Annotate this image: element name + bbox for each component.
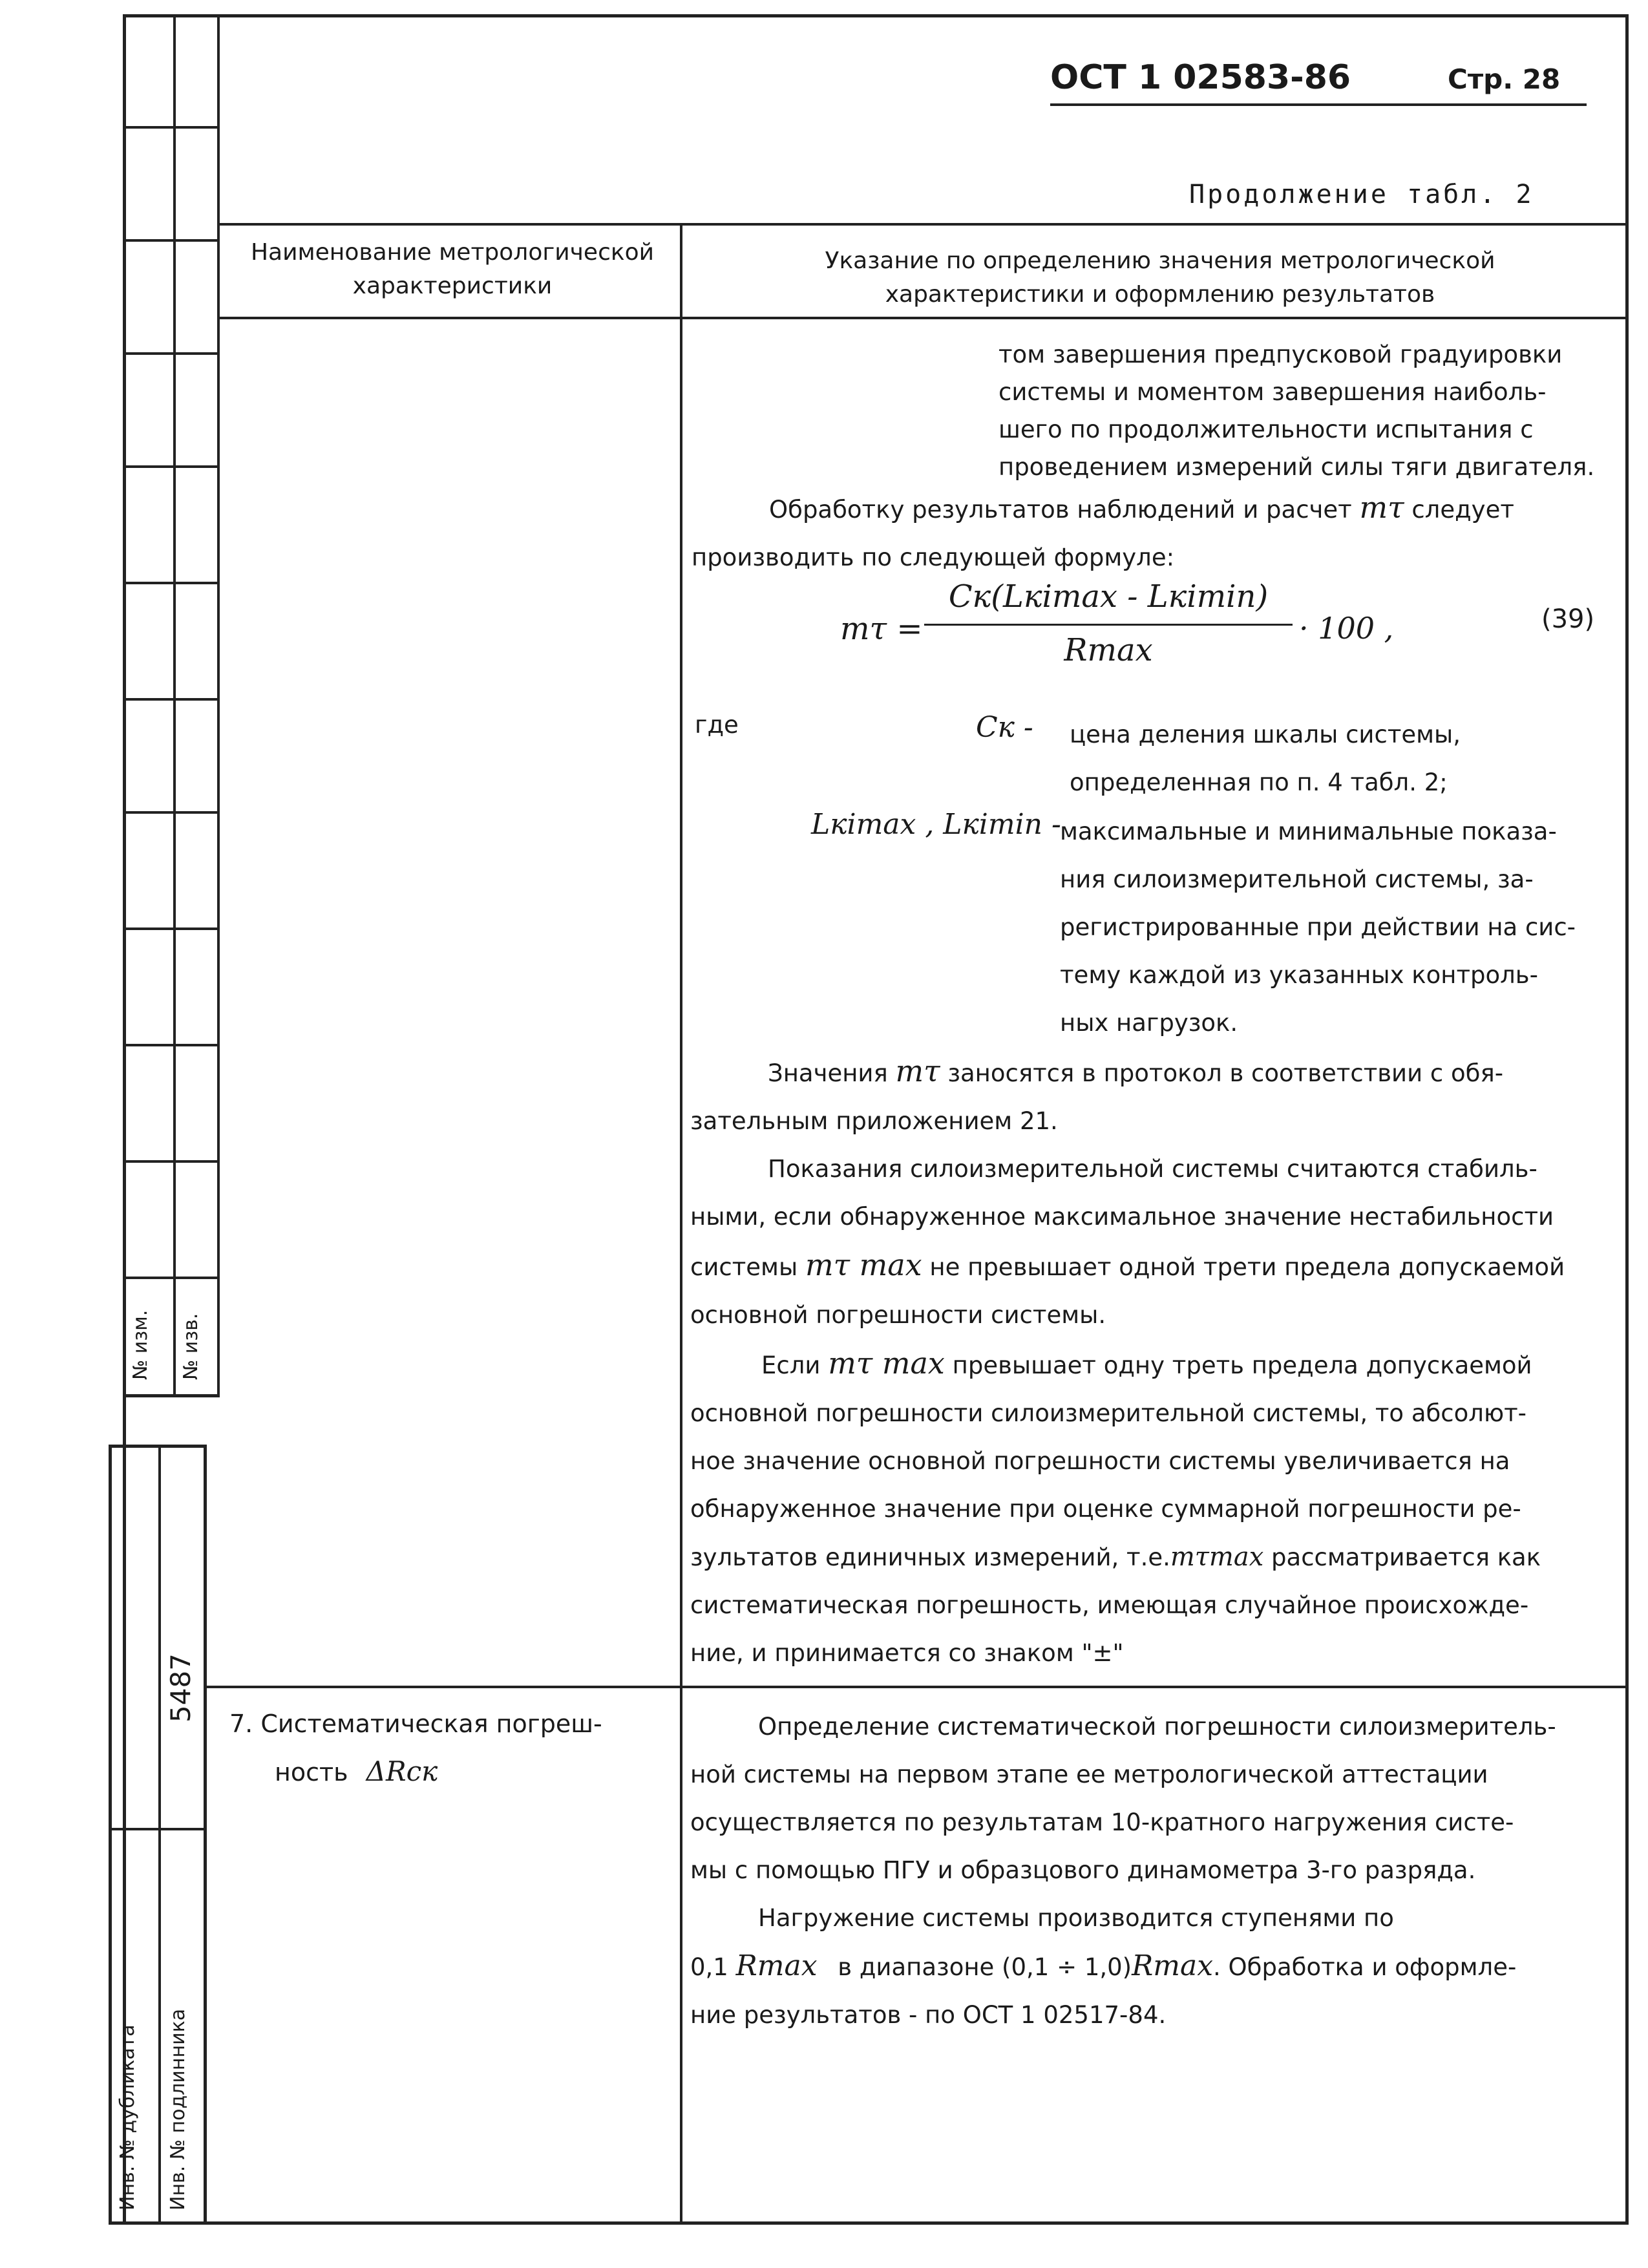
text-span: . Обработка и оформле- [1213,1953,1517,1981]
strip-tick [123,465,220,468]
text-line: ными, если обнаруженное максимальное значение нестабильности [690,1203,1554,1231]
text-line: зательным приложением 21. [690,1107,1058,1135]
text-line: мы с помощью ПГУ и образцового динамометра 3-го разряда. [690,1856,1476,1884]
text-line: осуществляется по результатам 10-кратного нагружения систе- [690,1808,1514,1836]
symbol-m-tau-max: mτ max [828,1346,945,1381]
symbol-delta-r-ck: ΔRск [366,1755,438,1787]
text-line: системы и моментом завершения наиболь- [998,378,1547,406]
text-line: максимальные и минимальные показа- [1060,818,1557,845]
col1-header: Наименование метрологической характеристики [250,239,655,299]
symbol-r-max: Rmax [1132,1949,1214,1982]
text-span: не превышает одной трети предела допускаемой [929,1253,1565,1281]
text-line: ния силоизмерительной системы, за- [1060,865,1534,893]
text-line: основной погрешности силоизмерительной системы, то абсолют- [690,1399,1527,1427]
page-label: Стр. 28 [1448,63,1561,95]
text-line: проведением измерений силы тяги двигателя. [998,453,1595,481]
strip-tick [123,352,220,355]
formula-lhs: mτ = [840,611,923,647]
text-span: Обработку результатов наблюдений и расчет [769,496,1352,524]
text-line: обнаруженное значение при оценке суммарной погрешности ре- [690,1495,1521,1523]
text-span: в диапазоне (0,1 ÷ 1,0) [838,1953,1132,1981]
strip-tick [123,126,220,129]
header-rule [1050,103,1587,106]
row6-lines-top [998,336,1594,486]
text-line: Показания силоизмерительной системы считаются стабиль- [768,1155,1537,1183]
symbol-m-tau: mτ [895,1054,940,1088]
col2-header: Указание по определению значения метрологической характеристики и оформлению результатов [825,248,1495,308]
symbol-m-tau: mτ [1359,490,1404,525]
text-span: Значения [768,1059,888,1087]
text-span: следует [1411,496,1514,524]
strip-tick [123,698,220,701]
text-span: рассматривается как [1271,1543,1541,1571]
text-line: основной погрешности системы. [690,1301,1106,1329]
table-column-divider [680,223,682,2225]
row7-name [229,1700,602,1796]
text-line: систематическая погрешность, имеющая случайное происхожде- [690,1591,1529,1619]
formula-denominator: Rmax [1064,632,1153,668]
text-line: 7. Систематическая погреш- [229,1710,602,1738]
text-span: Если [761,1351,821,1379]
strip-tick [123,239,220,242]
formula-fraction-bar [924,624,1293,626]
strip-tick [123,811,220,814]
text-span: системы [690,1253,798,1281]
strip-tick [123,1160,220,1163]
row6-paragraph1 [692,483,1622,582]
text-line: ние, и принимается со знаком "±" [690,1639,1124,1667]
strip-tick [123,1044,220,1046]
symbol-m-tau-max: mτmax [1170,1542,1264,1572]
text-line: шего по продолжительности испытания с [998,416,1534,443]
strip-tick [123,1277,220,1279]
text-line: ной системы на первом этапе ее метрологической аттестации [690,1761,1488,1788]
binding-strip-divider-upper [173,14,176,1397]
formula-factor: · 100 , [1299,611,1394,646]
margin-inv-dub-label: Инв. № дубликата [116,2024,139,2210]
table-top-rule [220,223,1629,226]
text-line: тему каждой из указанных контроль- [1060,961,1538,989]
text-line: Определение систематической погрешности силоизмеритель- [758,1713,1556,1741]
table-row-rule [207,1686,1629,1688]
text-line: том завершения предпусковой градуировки [998,341,1563,368]
text-line: Нагружение системы производится ступенями по [758,1904,1394,1932]
symbol-r-max: Rmax [735,1949,818,1982]
margin-izm-label: № изм. [129,1309,152,1380]
text-line: регистрированные при действии на сис- [1060,913,1576,941]
binding-strip-cut [109,1828,207,1830]
text-span: ность [275,1758,348,1786]
text-line: цена деления шкалы системы, [1070,721,1461,748]
def1-text [1070,711,1461,807]
row7-body [690,1703,1624,2039]
text-line: производить по следующей формуле: [692,544,1175,571]
strip-tick [123,582,220,584]
row6-body-lower [690,1047,1624,1677]
text-span: зультатов единичных измерений, т.е. [690,1543,1170,1571]
symbol-m-tau-max: mτ max [805,1247,922,1282]
formula-numerator: Cк(Lкimax - Lкimin) [948,578,1269,615]
table-header-rule [220,317,1629,319]
margin-inv-podl-label: Инв. № подлинника [167,2008,189,2210]
formula-number: (39) [1541,604,1595,634]
doc-code: ОСТ 1 02583-86 [1050,58,1351,97]
where-label: где [695,711,739,739]
def2-symbol: Lкimax , Lкimin - [811,808,1061,841]
margin-inv-number: 5487 [165,1653,196,1722]
binding-strip-upper [123,14,220,1397]
text-span: заносятся в протокол в соответствии с обя- [947,1059,1504,1087]
continuation-label: Продолжение табл. 2 [1189,180,1534,209]
text-span: превышает одну треть предела допускаемой [952,1351,1532,1379]
margin-izv-label: № изв. [180,1313,202,1380]
def2-text [1060,808,1576,1047]
text-line: ное значение основной погрешности системы увеличивается на [690,1447,1510,1475]
text-span: 0,1 [690,1953,728,1981]
text-line: ние результатов - по ОСТ 1 02517-84. [690,2001,1167,2029]
text-line: ных нагрузок. [1060,1009,1238,1037]
strip-tick [123,927,220,930]
def1-symbol: Cк - [976,711,1033,744]
binding-strip-divider-lower [158,1445,161,2225]
text-line: определенная по п. 4 табл. 2; [1070,768,1448,796]
